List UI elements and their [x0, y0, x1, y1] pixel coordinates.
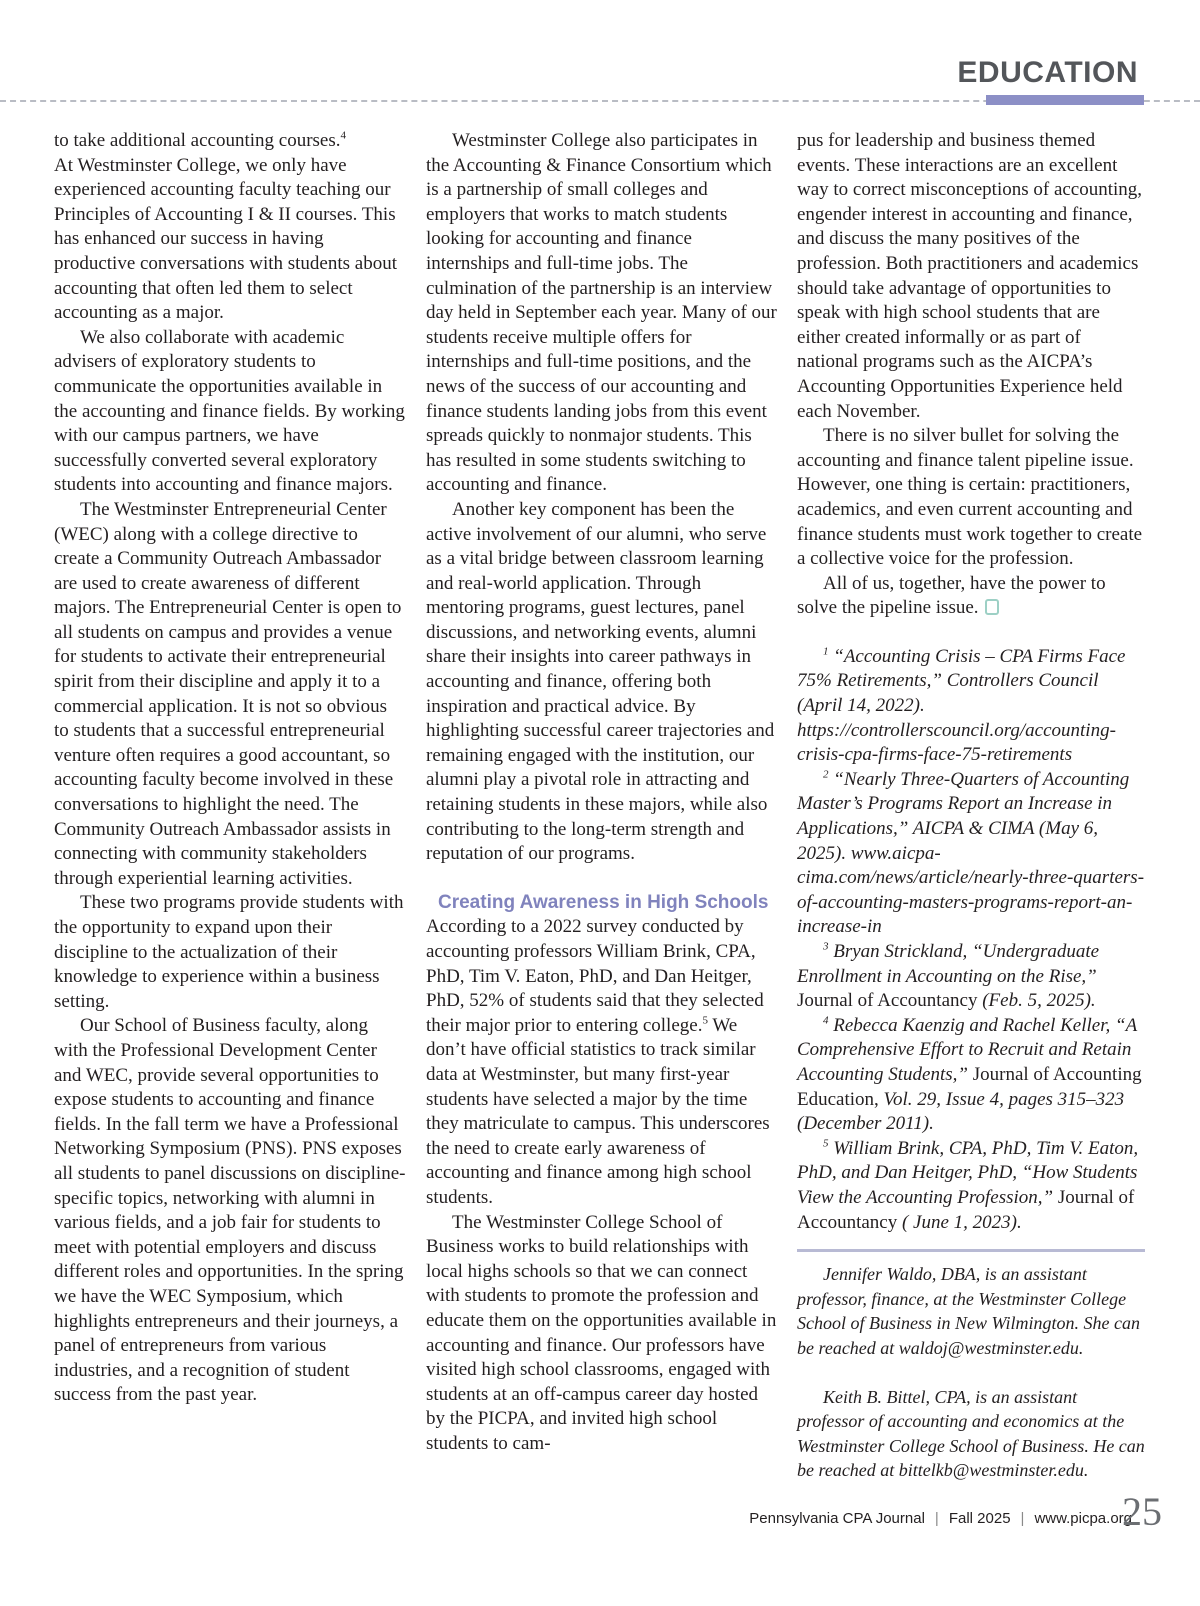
paragraph: According to a 2022 survey conducted by accounting professors William Brink, CPA, PhD, Tim V. Eaton, PhD, and Dan Heitger, PhD, 52% of students said that they selected their major prior to entering college.$^5$ We don’t have official statistics to track similar data at Westminster, but many first-year students have selected a major by the time they matriculate to campus. This underscores the need to create early awareness of accounting and finance among high school students.	[426, 916, 770, 1208]
footnote-ref: 4	[340, 129, 346, 142]
footnote: $^2$ “Nearly Three-Quarters of Accounting Master’s Programs Report an Increase in Applications,” AICPA & CIMA (May 6, 2025). www.aicpa-cima.com/news/article/nearly-three-quarters-of-accounting-masters-programs-report-an-increase-in	[797, 768, 1145, 938]
page-number: 25	[1122, 1489, 1162, 1534]
section-accent-bar	[986, 95, 1144, 105]
footer-separator: |	[934, 1510, 939, 1527]
author-bio: Jennifer Waldo, DBA, is an assistant professor, finance, at the Westminster College School of Business in New Wilmington. She can be reached at waldoj@westminster.edu.	[797, 1264, 1140, 1358]
paragraph: The Westminster Entrepreneurial Center (WEC) along with a college directive to create a Community Outreach Ambassador are used to create awareness of different majors. The Entrepreneurial Center is open to all students on campus and provides a venue for students to activate their entrepreneurial spirit from their discipline and apply it to a commercial application. It is not so obvious to students that a successful entrepreneurial venture often requires a good accountant, so accounting faculty become involved in these conversations to highlight the need. The Community Outreach Ambassador assists in connecting with community stakeholders through experiential learning activities.	[54, 498, 402, 889]
paragraph: to take additional accounting courses.$^4$	[54, 129, 346, 151]
column-3	[797, 129, 1145, 1483]
paragraph: Westminster College also participates in the Accounting & Finance Consortium which is a partnership of small colleges and employers that works to match students looking for accounting and finance internships and full-time jobs. The culmination of the partnership is an interview day held in September each year. Many of our students receive multiple offers for internships and full-time positions, and the news of the success of our accounting and finance students landing jobs from this event spreads quickly to nonmajor students. This has resulted in some students switching to accounting and finance.	[426, 130, 777, 496]
paragraph: Another key component has been the active involvement of our alumni, who serve as a vital bridge between classroom learning and real-world application. Through mentoring programs, guest lectures, panel discussions, and networking events, alumni share their insights into career pathways in accounting and finance, offering both inspiration and practical advice. By highlighting successful career trajectories and remaining engaged with the institution, our alumni play a pivotal role in attracting and retaining students in these majors, while also contributing to the long-term strength and reputation of our programs.	[426, 498, 775, 865]
paragraph: The Westminster College School of Business works to build relationships with local highs schools so that we can connect with students to promote the profession and educate them on the opportunities available in accounting and finance. Our professors have visited high school classrooms, engaged with students at an off-campus career day hosted by the PICPA, and invited high school students to cam-	[426, 1211, 777, 1454]
paragraph: These two programs provide students with the opportunity to expand upon their discipline to the actualization of their knowledge to experience within a business setting.	[54, 892, 404, 1012]
website-link[interactable]: www.picpa.org	[1034, 1510, 1132, 1527]
footer-separator: |	[1020, 1510, 1025, 1527]
footnote: $^3$ Bryan Strickland, “Undergraduate Enrollment in Accounting on the Rise,” Journal of Accountancy (Feb. 5, 2025).	[797, 940, 1100, 1012]
paragraph: At Westminster College, we only have experienced accounting faculty teaching our Principles of Accounting I & II courses. This has enhanced our success in having productive conversations with students about accounting that often led them to select accounting as a major.	[54, 154, 397, 324]
paragraph: pus for leadership and business themed events. These interactions are an excellent way to correct misconceptions of accounting, engender interest in accounting and finance, and discuss the many positives of the profession. Both practitioners and academics should take advantage of opportunities to speak with high school students that are either created informally or as part of national programs such as the AICPA’s Accounting Opportunities Experience held each November.	[797, 130, 1143, 422]
publication-name: Pennsylvania CPA Journal	[749, 1510, 925, 1527]
column-1	[54, 129, 406, 1408]
paragraph: There is no silver bullet for solving the accounting and finance talent pipeline issue. However, one thing is certain: practitioners, academics, and even current accounting and finance students must work together to create a collective voice for the profession.	[797, 425, 1143, 570]
bio-divider	[797, 1249, 1145, 1252]
footnote: $^5$ William Brink, CPA, PhD, Tim V. Eaton, PhD, and Dan Heitger, PhD, “How Students View the Accounting Profession,” Journal of Accountancy ( June 1, 2023).	[797, 1137, 1139, 1233]
paragraph: Our School of Business faculty, along with the Professional Development Center and WEC, provide several opportunities to expose students to accounting and finance fields. In the fall term we have a Professional Networking Symposium (PNS). PNS exposes all students to panel discussions on discipline-specific topics, networking with alumni in various fields, and a job fair for students to meet with potential employers and discuss different roles and opportunities. In the spring we have the WEC Symposium, which highlights entrepreneurs and their journeys, a panel of entrepreneurs from various industries, and a recognition of student success from the past year.	[54, 1015, 406, 1406]
page-footer	[749, 1510, 1132, 1527]
column-2	[426, 129, 778, 1456]
paragraph: We also collaborate with academic advisers of exploratory students to communicate the opportunities available in the accounting and finance fields. By working with our campus partners, we have successfully converted several exploratory students into accounting and finance majors.	[54, 326, 405, 496]
footnote-ref: 5	[702, 1014, 708, 1027]
issue-label: Fall 2025	[948, 1510, 1011, 1527]
section-subhead: Creating Awareness in High Schools	[438, 891, 769, 913]
footnote: $^1$ “Accounting Crisis – CPA Firms Face 75% Retirements,” Controllers Council (April 14, 2022). https://controllerscouncil.org/accounting-crisis-cpa-firms-face-75-retirements	[797, 645, 1126, 766]
section-label: EDUCATION	[957, 56, 1138, 89]
author-bio: Keith B. Bittel, CPA, is an assistant professor of accounting and economics at the Westminster College School of Business. He can be reached at bittelkb@westminster.edu.	[797, 1386, 1145, 1481]
footnotes	[797, 645, 1145, 1235]
footnote: $^4$ Rebecca Kaenzig and Rachel Keller, “A Comprehensive Effort to Recruit and Retain Accounting Students,” Journal of Accounting Education, Vol. 29, Issue 4, pages 315–323 (December 2011).	[797, 1014, 1142, 1135]
paragraph: All of us, together, have the power to solve the pipeline issue.	[797, 572, 1106, 619]
end-of-article-icon	[985, 599, 999, 615]
